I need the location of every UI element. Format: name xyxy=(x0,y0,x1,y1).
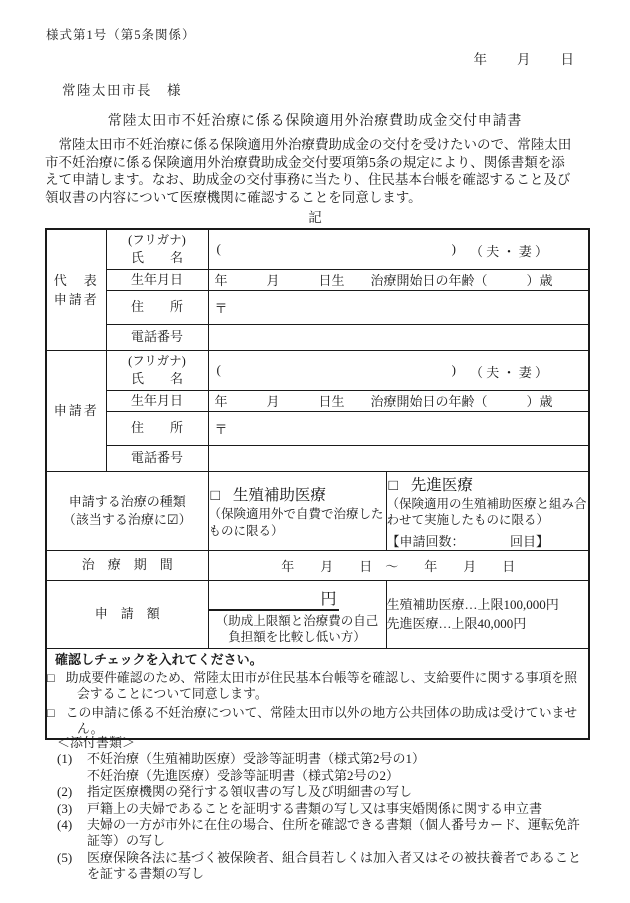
option-title: 先進医療 xyxy=(410,476,473,494)
attachment-item: (3) 戸籍上の夫婦であることを証明する書類の写し又は事実婚関係に関する申立書 xyxy=(57,800,543,816)
paragraph-line: 常陸太田市不妊治療に係る保険適用外治療費助成金の交付を受けたいので、常陸太田 xyxy=(45,137,572,152)
confirmation-section xyxy=(46,648,589,739)
open-paren: ( xyxy=(216,361,221,377)
attachments-header: ＜添付書類＞ xyxy=(57,735,136,750)
postal-mark: 〒 xyxy=(214,422,228,437)
amount-blank-line xyxy=(209,586,339,611)
checkbox-icon: □ xyxy=(210,487,220,504)
paragraph-line: 領収書の内容について医療機関に確認することを同意します。 xyxy=(45,189,422,205)
period-label: 治 療 期 間 xyxy=(46,550,208,580)
paragraph-line: 市不妊治療に係る保険適用外治療費助成金交付要項第5条の規定により、関係書類を添 xyxy=(45,154,565,170)
addressee: 常陸太田市長 様 xyxy=(62,83,182,98)
option-title: 生殖補助医療 xyxy=(232,487,326,504)
checkbox-icon: □ xyxy=(47,670,55,685)
birth-label: 生年月日 xyxy=(106,269,208,290)
representative-address-field xyxy=(208,290,589,324)
birth-label: 生年月日 xyxy=(106,390,208,411)
attachment-item: (2) 指定医療機関の発行する領収書の写し及び明細書の写し xyxy=(57,784,413,800)
option-note: （保険適用の生殖補助医療と組み合わせて実施したものに限る） xyxy=(386,496,587,527)
applicant-group-label: 申請者 xyxy=(46,350,106,471)
representative-birth-field: 年 月 日生 治療開始日の年齢（ ）歳 xyxy=(208,269,589,290)
attachments-section xyxy=(57,735,587,883)
body-paragraph xyxy=(45,136,588,206)
postal-mark: 〒 xyxy=(214,301,228,316)
name-label: (フリガナ) 氏 名 xyxy=(106,229,208,269)
confirmation-header: 確認しチェックを入れてください。 xyxy=(55,651,263,667)
applicant-phone-field xyxy=(208,445,589,471)
date-line: 年 月 日 xyxy=(473,52,575,67)
spouse-options: （ 夫 ・ 妻 ） xyxy=(470,243,549,259)
application-table xyxy=(45,228,590,740)
phone-label: 電話番号 xyxy=(106,324,208,350)
amount-note: （助成上限額と治療費の自己負担額を比較し低い方） xyxy=(215,613,379,644)
address-label: 住 所 xyxy=(106,411,208,445)
page-title: 常陸太田市不妊治療に係る保険適用外治療費助成金交付申請書 xyxy=(107,114,523,129)
representative-phone-field xyxy=(208,324,589,350)
attachment-item: (5) 医療保険各法に基づく被保険者、組合員若しくは加入者又はその被扶養者であることを証する書類の写し xyxy=(57,849,582,882)
confirmation-item: □ この申請に係る不妊治療について、常陸太田市以外の地方公共団体の助成は受けていません。 xyxy=(47,705,578,736)
attachment-item: (1) 不妊治療（生殖補助医療）受診等証明書（様式第2号の1） xyxy=(57,751,426,767)
attachment-item: (4) 夫婦の一方が市外に在住の場合、住所を確認できる書類（個人番号カード、運転免許証等）の写し xyxy=(57,817,580,849)
close-paren: ) xyxy=(451,361,456,377)
option-note: （保険適用外で自費で治療したものに限る） xyxy=(208,507,384,538)
representative-group-label: 代 表 申請者 xyxy=(46,229,106,350)
representative-name-field xyxy=(208,229,589,269)
close-paren: ) xyxy=(451,240,456,256)
treatment-type-label: 申請する治療の種類 （該当する治療に☑） xyxy=(46,471,208,550)
amount-entry-field xyxy=(208,580,386,648)
phone-label: 電話番号 xyxy=(106,445,208,471)
form-number: 様式第1号（第5条関係） xyxy=(46,28,196,42)
checkbox-icon: □ xyxy=(47,705,55,720)
spouse-options: （ 夫 ・ 妻 ） xyxy=(470,364,549,380)
application-count-field: 【申請回数： 回目】 xyxy=(386,533,550,549)
open-paren: ( xyxy=(216,240,221,256)
period-value-field: 年 月 日 ～ 年 月 日 xyxy=(208,550,589,580)
name-label: (フリガナ) 氏 名 xyxy=(106,350,208,390)
advanced-medical-option xyxy=(386,471,589,550)
applicant-birth-field: 年 月 日生 治療開始日の年齢（ ）歳 xyxy=(208,390,589,411)
applicant-name-field xyxy=(208,350,589,390)
address-label: 住 所 xyxy=(106,290,208,324)
amount-label: 申 請 額 xyxy=(46,580,208,648)
checkbox-icon: □ xyxy=(388,476,398,494)
amount-limits: 生殖補助医療…上限100,000円 先進医療…上限40,000円 xyxy=(386,580,589,648)
ki-heading: 記 xyxy=(308,210,322,225)
yen-unit: 円 xyxy=(320,590,337,608)
paragraph-line: えて申請します。なお、助成金の交付事務に当たり、住民基本台帳を確認すること及び xyxy=(45,172,571,187)
confirmation-item: □ 助成要件確認のため、常陸太田市が住民基本台帳等を確認し、支給要件に関する事項を照会することについて同意します。 xyxy=(47,670,578,701)
applicant-address-field xyxy=(208,411,589,445)
attachment-item: 不妊治療（先進医療）受診等証明書（様式第2号の2） xyxy=(87,767,400,783)
assisted-reproduction-option xyxy=(208,471,386,550)
